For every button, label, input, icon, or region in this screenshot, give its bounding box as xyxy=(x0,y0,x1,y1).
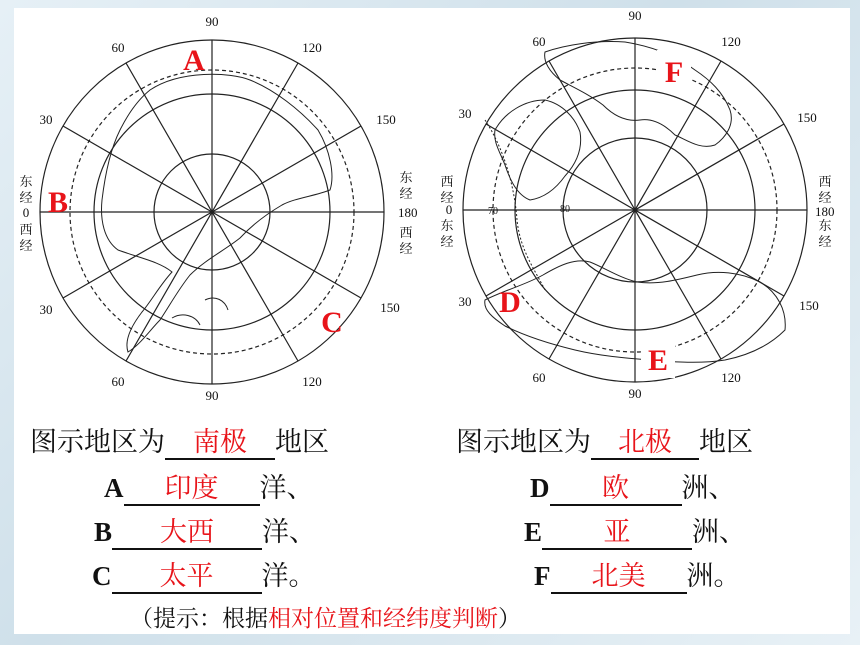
marker-b: B xyxy=(47,186,69,219)
suffix-f: 洲。 xyxy=(686,561,741,592)
tick-90-top: 90 xyxy=(205,14,219,29)
tick-60-top: 60 xyxy=(532,34,546,49)
suffix-e: 洲、 xyxy=(692,517,747,548)
right-title-suffix: 地区 xyxy=(699,427,753,458)
answer-row-d xyxy=(530,466,736,506)
west-longitude-label-left-2: 经 xyxy=(440,191,454,206)
lat-70-label: 70 xyxy=(488,206,498,217)
tick-120-top: 120 xyxy=(302,40,322,55)
left-region-answer: 南极 xyxy=(165,428,275,460)
tick-30-bottom: 30 xyxy=(458,294,472,309)
left-title-suffix: 地区 xyxy=(275,427,329,458)
suffix-b: 洋、 xyxy=(262,517,317,548)
suffix-c: 洋。 xyxy=(261,561,316,592)
tick-120-bottom: 120 xyxy=(302,374,322,389)
north-america-coastline xyxy=(545,42,732,147)
letter-d: D xyxy=(530,473,550,503)
answer-row-a xyxy=(104,466,314,506)
west-longitude-label-left: 西 xyxy=(19,223,33,238)
left-title-line xyxy=(30,420,329,460)
tick-150-bottom: 150 xyxy=(380,300,400,315)
answer-c: 太平 xyxy=(112,562,262,594)
tick-30-bottom: 30 xyxy=(39,302,53,317)
east-longitude-label-right: 东 xyxy=(399,171,413,186)
tick-30-top: 30 xyxy=(39,112,53,127)
marker-f: F xyxy=(664,56,684,89)
tick-60-bottom: 60 xyxy=(111,374,125,389)
tick-90-top: 90 xyxy=(628,8,642,23)
hint-emphasis: 相对位置和经纬度判断 xyxy=(268,606,498,632)
left-title-prefix: 图示地区为 xyxy=(30,427,165,458)
hint-line xyxy=(130,600,521,633)
letter-a: A xyxy=(104,473,124,503)
tick-180: 180 xyxy=(398,205,418,220)
hint-close: ） xyxy=(498,606,521,632)
answer-f: 北美 xyxy=(551,562,687,594)
marker-e: E xyxy=(647,344,669,377)
tick-90-bottom: 90 xyxy=(628,386,642,401)
west-longitude-label-left: 西 xyxy=(440,175,454,190)
tick-120-top: 120 xyxy=(721,34,741,49)
east-longitude-label-left-2: 经 xyxy=(440,235,454,250)
tick-0: 0 xyxy=(445,202,453,217)
west-longitude-label-right: 西 xyxy=(399,226,413,241)
tick-120-bottom: 120 xyxy=(721,370,741,385)
tick-90-bottom: 90 xyxy=(205,388,219,403)
suffix-d: 洲、 xyxy=(681,473,736,504)
lat-80-label: 80 xyxy=(560,204,570,215)
marker-c: C xyxy=(321,306,343,339)
east-longitude-label-left-2: 经 xyxy=(19,191,33,206)
marker-d: D xyxy=(499,286,521,319)
tick-60-bottom: 60 xyxy=(532,370,546,385)
answer-e: 亚 xyxy=(542,518,692,550)
east-longitude-label-left: 东 xyxy=(19,175,33,190)
answer-row-f xyxy=(534,554,741,594)
letter-c: C xyxy=(92,561,112,591)
tick-60-top: 60 xyxy=(111,40,125,55)
suffix-a: 洋、 xyxy=(259,473,314,504)
marker-a: A xyxy=(183,44,205,77)
west-longitude-label-left-2: 经 xyxy=(19,239,33,254)
answer-row-e xyxy=(524,510,746,550)
tick-150-bottom: 150 xyxy=(799,298,819,313)
east-longitude-label-left: 东 xyxy=(440,219,454,234)
right-title-prefix: 图示地区为 xyxy=(456,427,591,458)
answer-b: 大西 xyxy=(112,518,262,550)
west-longitude-label-right-2: 经 xyxy=(399,242,413,257)
east-longitude-label-right-2: 经 xyxy=(399,187,413,202)
east-longitude-label-right-2: 经 xyxy=(818,235,832,250)
letter-b: B xyxy=(94,517,113,547)
answer-row-b xyxy=(94,510,316,550)
tick-180: 180 xyxy=(815,204,835,219)
west-longitude-label-right: 西 xyxy=(818,175,832,190)
right-region-answer: 北极 xyxy=(591,428,699,460)
answer-a: 印度 xyxy=(124,474,260,506)
east-longitude-label-right: 东 xyxy=(818,219,832,234)
west-longitude-label-right-2: 经 xyxy=(818,191,832,206)
antarctic-map xyxy=(0,0,420,405)
tick-150-top: 150 xyxy=(376,112,396,127)
tick-0: 0 xyxy=(22,205,30,220)
antarctica-coastline xyxy=(102,74,332,352)
letter-e: E xyxy=(524,517,543,547)
arctic-map xyxy=(425,0,845,405)
tick-30-top: 30 xyxy=(458,106,472,121)
right-title-line xyxy=(456,420,753,460)
answer-d: 欧 xyxy=(550,474,682,506)
answer-row-c xyxy=(92,554,316,594)
hint-open: （提示：根据 xyxy=(130,606,268,632)
tick-150-top: 150 xyxy=(797,110,817,125)
letter-f: F xyxy=(534,561,551,591)
